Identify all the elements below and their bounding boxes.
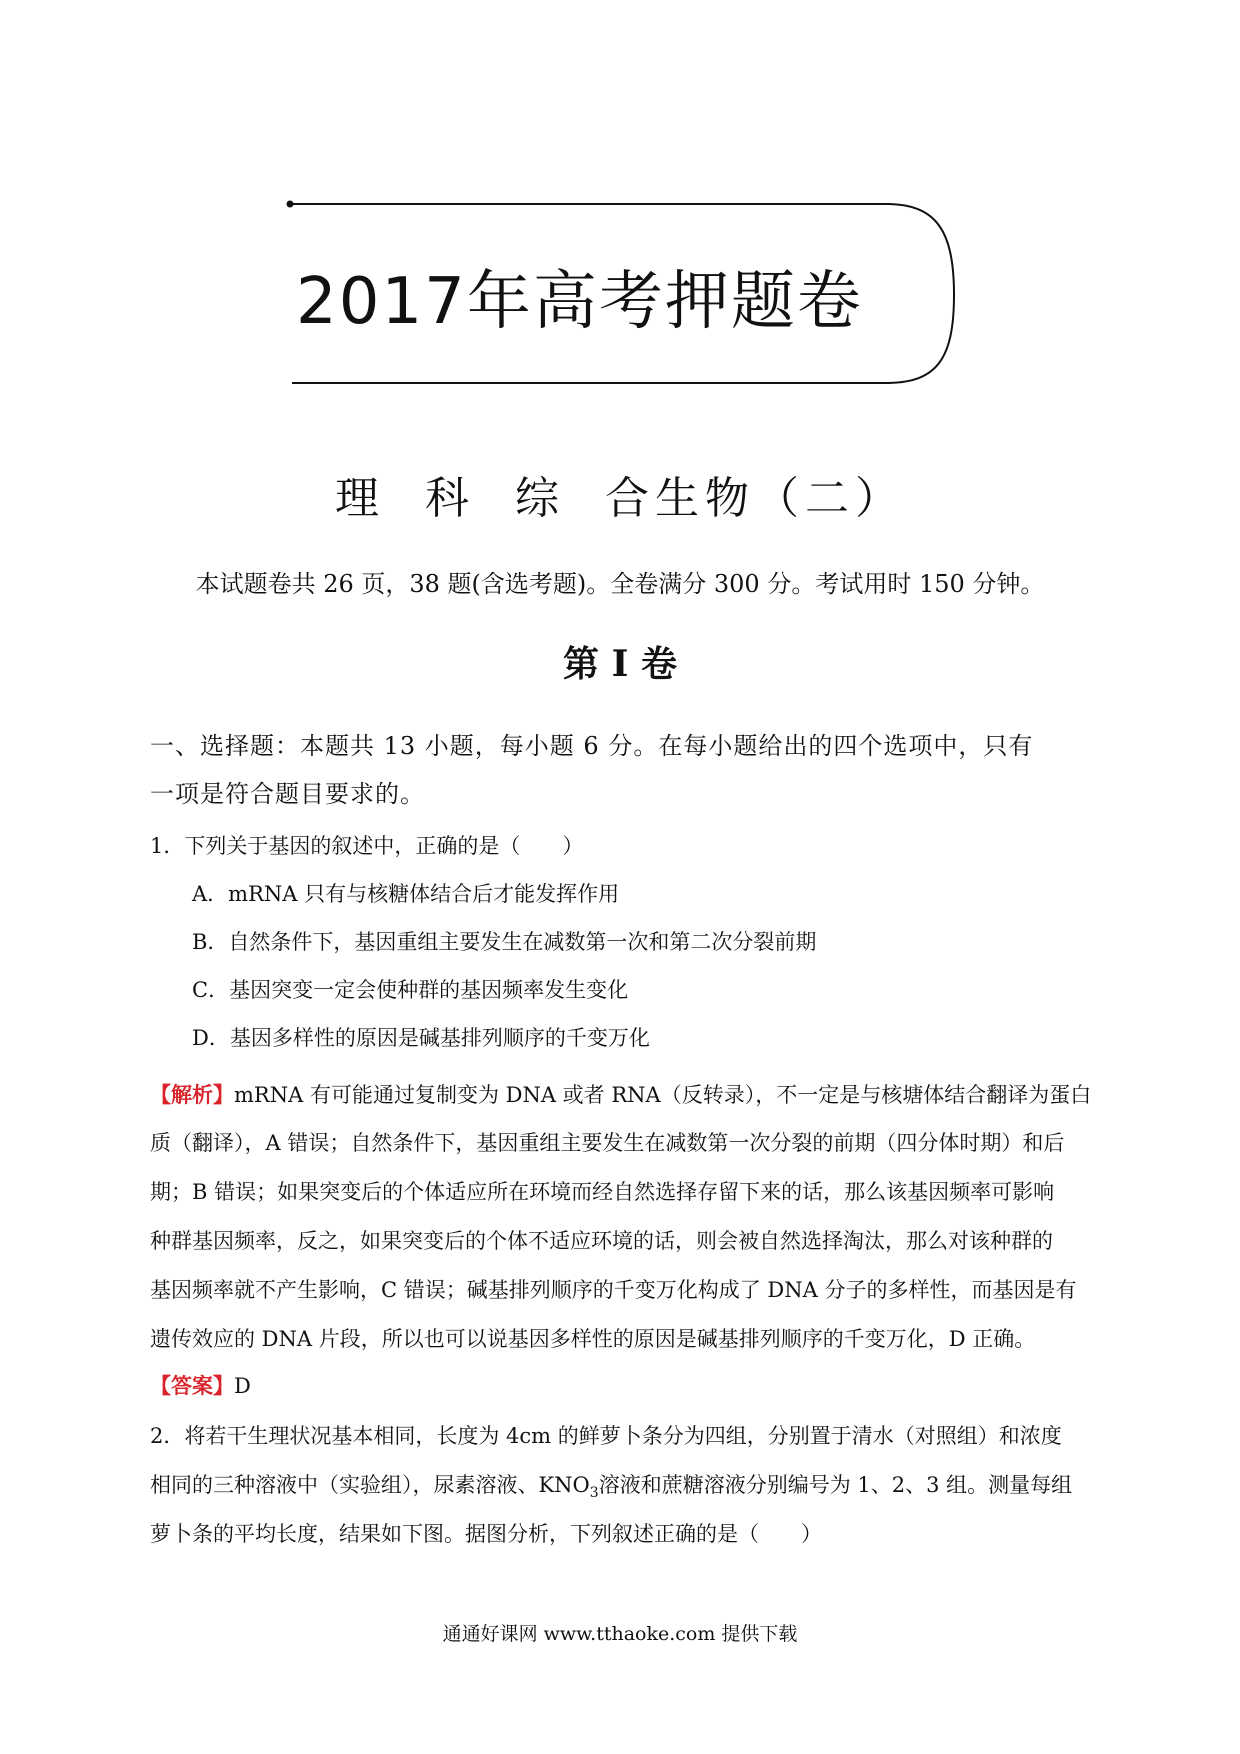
analysis-line-3: 期；B 错误；如果突变后的个体适应所在环境而经自然选择存留下来的话，那么该基因频率可影响	[150, 1180, 1055, 1204]
analysis-line-1	[150, 1070, 1100, 1119]
analysis-line-6: 遗传效应的 DNA 片段，所以也可以说基因多样性的原因是碱基排列顺序的千变万化，D 正确。	[150, 1327, 1036, 1351]
question-1-option-b: B．自然条件下，基因重组主要发生在减数第一次和第二次分裂前期	[192, 930, 817, 954]
subject-title: 理 科 综 合生物（二）	[335, 473, 905, 524]
section-heading-line-2: 一项是符合题目要求的。	[150, 780, 425, 808]
footer-credit: 通通好课网 www.tthaoke.com 提供下载	[442, 1623, 798, 1645]
analysis-line-5: 基因频率就不产生影响，C 错误；碱基排列顺序的千变万化构成了 DNA 分子的多样性，而基因是有	[150, 1278, 1077, 1302]
question-2-line-2	[150, 1461, 1100, 1510]
analysis-line-2: 质（翻译），A 错误；自然条件下，基因重组主要发生在减数第一次分裂的前期（四分体时期）和后	[150, 1131, 1065, 1155]
volume-title: 第 I 卷	[563, 643, 677, 685]
question-1-option-a: A．mRNA 只有与核糖体结合后才能发挥作用	[192, 882, 620, 906]
question-2-subscript: 3	[589, 1485, 599, 1502]
section-heading	[150, 722, 1090, 818]
question-1-analysis	[150, 1070, 1100, 1364]
question-2-line-1: 2．将若干生理状况基本相同，长度为 4cm 的鲜萝卜条分为四组，分别置于清水（对照组）和浓度	[150, 1424, 1062, 1448]
analysis-tag: 【解析】	[150, 1082, 234, 1107]
banner-title: 2017年高考押题卷	[296, 265, 863, 339]
question-2	[150, 1412, 1100, 1559]
question-2-line-2-pre: 相同的三种溶液中（实验组），尿素溶液、KNO	[150, 1473, 590, 1497]
answer-value: D	[234, 1374, 251, 1398]
analysis-line-4: 种群基因频率，反之，如果突变后的个体不适应环境的话，则会被自然选择淘汰，那么对该种群的	[150, 1229, 1053, 1253]
question-1-option-d: D．基因多样性的原因是碱基排列顺序的千变万化	[192, 1026, 650, 1050]
question-1-answer	[150, 1362, 1100, 1410]
question-1-stem: 1．下列关于基因的叙述中，正确的是（ ）	[150, 834, 584, 858]
question-1-option-c: C．基因突变一定会使种群的基因频率发生变化	[192, 978, 629, 1002]
answer-tag: 【答案】	[150, 1373, 234, 1398]
question-2-line-2-post: 溶液和蔗糖溶液分别编号为 1、2、3 组。测量每组	[598, 1473, 1073, 1497]
question-1	[150, 822, 1100, 1062]
section-heading-line-1: 一、选择题：本题共 13 小题，每小题 6 分。在每小题给出的四个选项中，只有	[150, 732, 1034, 760]
analysis-text-1: mRNA 有可能通过复制变为 DNA 或者 RNA（反转录），不一定是与核塘体结合翻译为蛋白	[234, 1083, 1092, 1107]
exam-info: 本试题卷共 26 页，38 题(含选考题)。全卷满分 300 分。考试用时 150 分钟。	[195, 570, 1045, 598]
question-2-line-3: 萝卜条的平均长度，结果如下图。据图分析，下列叙述正确的是（ ）	[150, 1522, 822, 1546]
